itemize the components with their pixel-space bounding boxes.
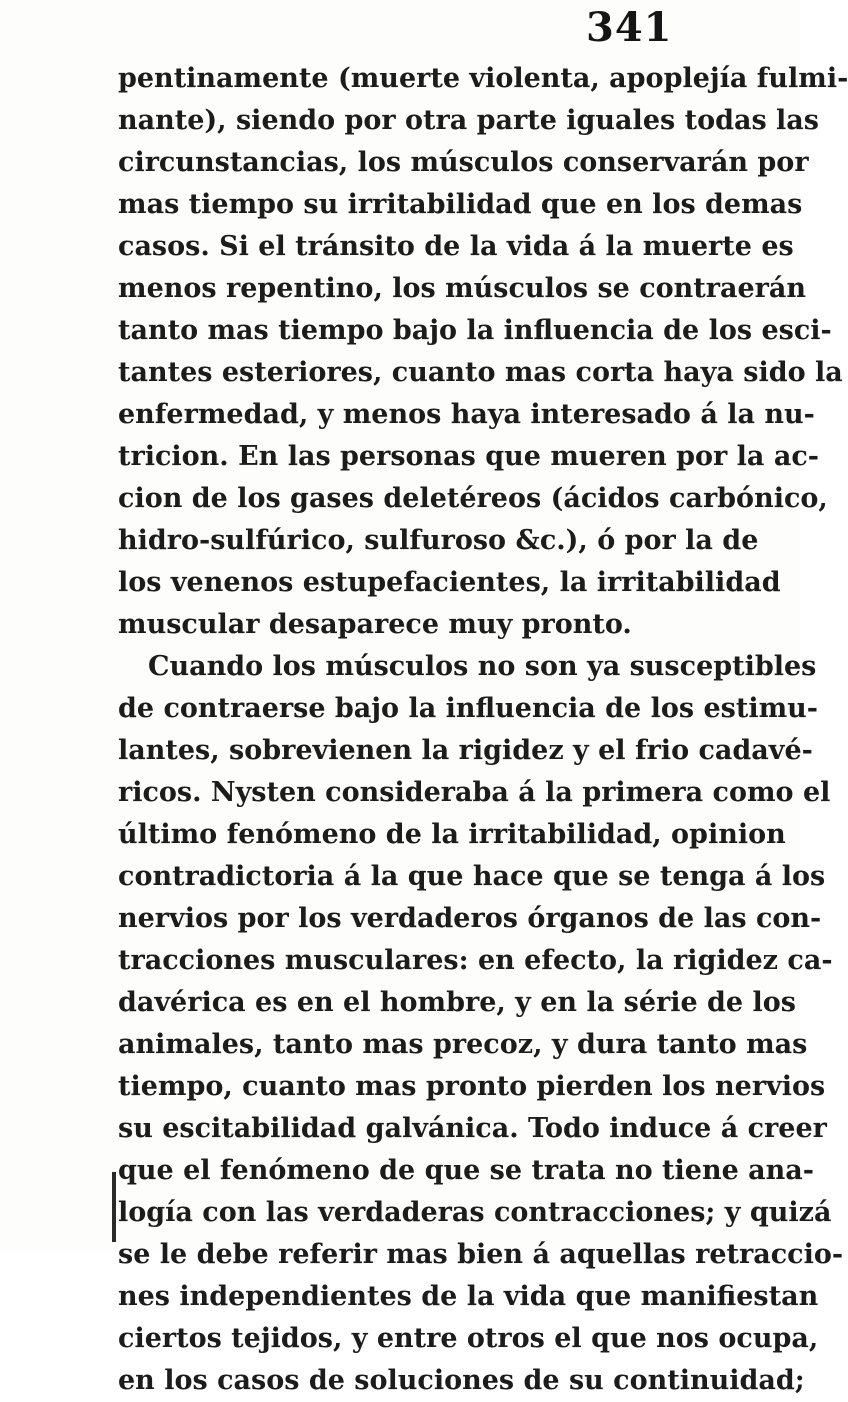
text-line: los venenos estupefacientes, la irritabilidad (118, 567, 781, 598)
text-line: pentinamente (muerte violenta, apoplejía fulmi- (118, 63, 848, 94)
text-line: menos repentino, los músculos se contraerán (118, 273, 807, 304)
text-line: circunstancias, los músculos conservarán por (118, 147, 809, 178)
text-line: tiempo, cuanto mas pronto pierden los nervios (118, 1071, 826, 1102)
text-line: logía con las verdaderas contracciones; y quizá (118, 1197, 832, 1228)
text-line: hidro-sulfúrico, sulfuroso &c.), ó por la de (118, 525, 759, 556)
text-line: último fenómeno de la irritabilidad, opinion (118, 819, 786, 850)
text-line: ricos. Nysten consideraba á la primera como el (118, 777, 831, 808)
text-line: tricion. En las personas que mueren por la ac- (118, 441, 819, 472)
text-line: en los casos de soluciones de su continuidad; (118, 1365, 805, 1396)
text-line: ciertos tejidos, y entre otros el que nos ocupa, (118, 1323, 819, 1354)
text-line: cion de los gases deletéreos (ácidos carbónico, (118, 483, 828, 514)
margin-bracket-mark (112, 1172, 116, 1242)
text-line: nante), siendo por otra parte iguales todas las (118, 105, 819, 136)
text-line: tanto mas tiempo bajo la influencia de los esci- (118, 315, 832, 346)
text-line: mas tiempo su irritabilidad que en los demas (118, 189, 803, 220)
text-line: animales, tanto mas precoz, y dura tanto mas (118, 1029, 808, 1060)
text-line: casos. Si el tránsito de la vida á la muerte es (118, 231, 794, 262)
text-line: davérica es en el hombre, y en la série de los (118, 987, 796, 1018)
text-line: enfermedad, y menos haya interesado á la nu- (118, 399, 815, 430)
text-line: Cuando los músculos no son ya susceptibles (148, 651, 817, 682)
text-line: que el fenómeno de que se trata no tiene ana- (118, 1155, 815, 1186)
text-line: su escitabilidad galvánica. Todo induce á creer (118, 1113, 827, 1144)
text-line: nes independientes de la vida que manifiestan (118, 1281, 819, 1312)
text-line: tantes esteriores, cuanto mas corta haya sido la (118, 357, 843, 388)
text-line: se le debe referir mas bien á aquellas retraccio- (118, 1239, 844, 1270)
text-line: tracciones musculares: en efecto, la rigidez ca- (118, 945, 833, 976)
body-text (118, 58, 848, 1402)
text-line: nervios por los verdaderos órganos de las con- (118, 903, 822, 934)
page-number: 341 (586, 4, 673, 51)
text-line: de contraerse bajo la influencia de los estimu- (118, 693, 818, 724)
text-line: contradictoria á la que hace que se tenga á los (118, 861, 826, 892)
text-line: lantes, sobrevienen la rigidez y el frio cadavé- (118, 735, 813, 766)
text-line: muscular desaparece muy pronto. (118, 609, 632, 640)
